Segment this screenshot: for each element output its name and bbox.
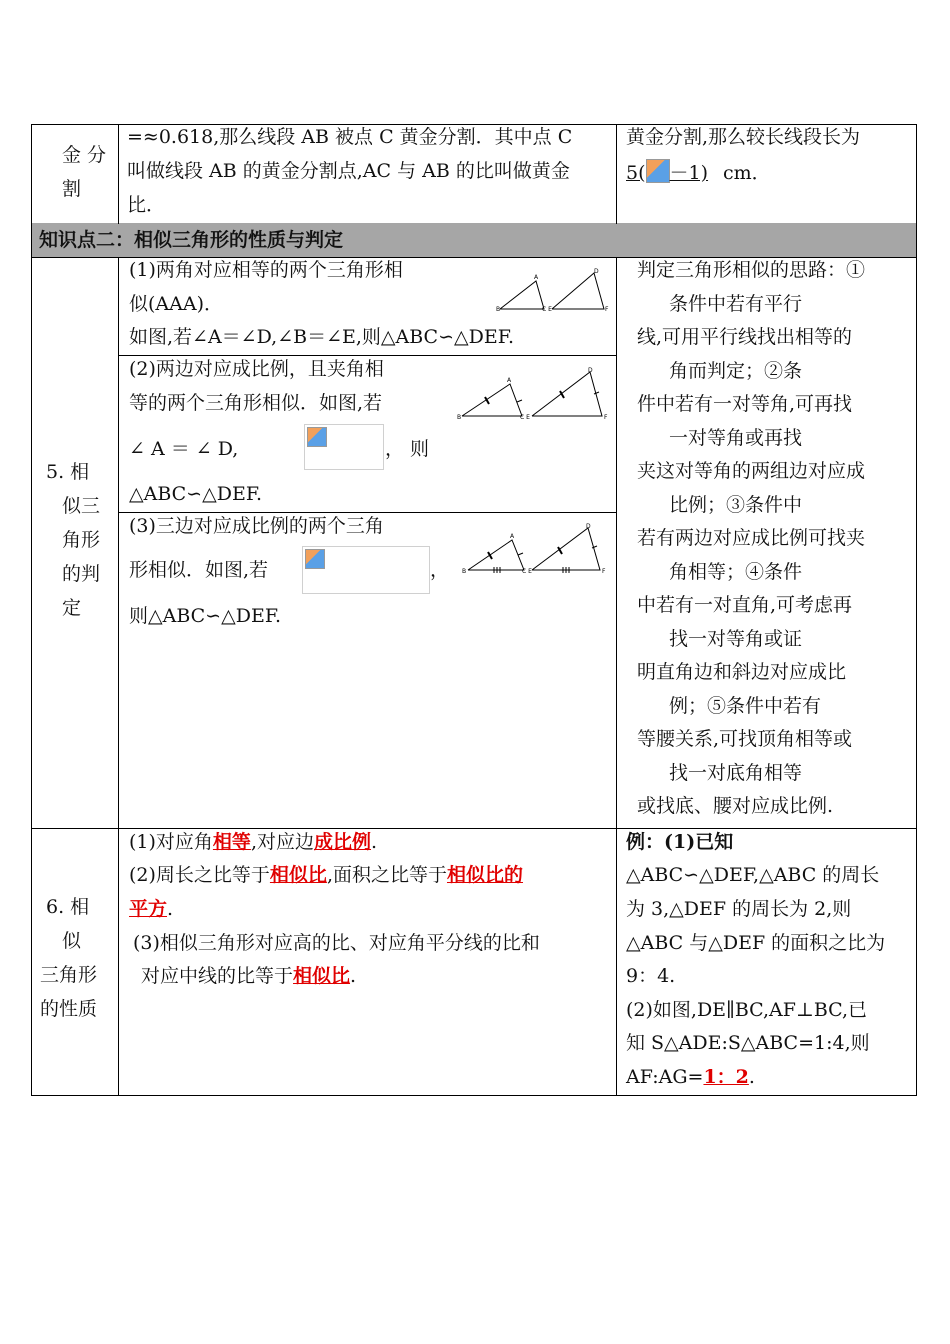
golden-example-line2 [626, 156, 708, 190]
image-placeholder-icon [305, 549, 325, 569]
table-right-border [916, 124, 917, 1096]
sas-line1: (2)两边对应成比例，且夹角相 [129, 358, 384, 380]
col-divider [616, 124, 617, 224]
sas-figure [454, 366, 614, 422]
example-line: (2)如图,DE∥BC,AF⊥BC,已 [626, 999, 868, 1021]
fig-label-ce: C E [542, 306, 552, 313]
section-title: 知识点二：相似三角形的性质与判定 [39, 229, 344, 251]
property-1 [129, 825, 377, 859]
golden-answer-pre: 5( [626, 162, 646, 184]
section-header [31, 223, 916, 257]
sss-line1: (3)三边对应成比例的两个三角 [129, 515, 384, 537]
sas-line3-end: ， 则 [385, 438, 430, 460]
example-line: 知 S△ADE:S△ABC=1:4,则 [626, 1032, 870, 1054]
fig-label-b: B [462, 568, 467, 575]
formula-image-placeholder [302, 546, 430, 594]
aaa-line3: 如图,若∠A＝∠D,∠B＝∠E,则△ABC∽△DEF. [129, 326, 514, 348]
approach-line: 或找底、腰对应成比例. [637, 795, 834, 817]
golden-text-line3: 比． [127, 194, 166, 216]
approach-line: 比例；③条件中 [669, 494, 803, 516]
approach-line: 线,可用平行线找出相等的 [637, 326, 853, 348]
approach-line: 找一对底角相等 [669, 762, 803, 784]
property-3-text: . [350, 965, 357, 987]
sss-figure [460, 522, 612, 578]
row5-label-line1: 5. 相 [46, 461, 90, 483]
fig-label-a: A [507, 377, 512, 384]
fig-label-d: D [586, 523, 591, 530]
image-placeholder-icon [307, 427, 327, 447]
answer-blank: 平方 [129, 898, 168, 920]
col-divider [118, 257, 119, 1096]
approach-line: 件中若有一对等角,可再找 [637, 393, 853, 415]
fig-label-f: F [604, 414, 608, 421]
answer-blank: 相等 [212, 831, 251, 853]
approach-line: 判定三角形相似的思路：① [637, 259, 866, 281]
property-2-text: . [167, 898, 174, 920]
table-left-border [31, 124, 32, 1096]
example-line: 9：4. [626, 965, 676, 987]
example-line: △ABC 与△DEF 的面积之比为 [626, 932, 886, 954]
fig-label-ce: C E [522, 568, 532, 575]
fig-label-a: A [534, 274, 539, 281]
example-line: 为 3,△DEF 的周长为 2,则 [626, 898, 852, 920]
fig-label-a: A [510, 533, 515, 540]
sss-line2-end: ， [430, 559, 450, 581]
answer-blank: 1：2 [703, 1066, 749, 1088]
sss-line3: 则△ABC∽△DEF. [129, 605, 282, 627]
sas-line3: ∠ A ＝ ∠ D, [129, 438, 239, 460]
aaa-line2: 似(AAA)． [129, 293, 223, 315]
col-divider [118, 124, 119, 224]
answer-blank: 成比例 [313, 831, 371, 853]
row6-label-line2: 似 [62, 930, 82, 952]
fig-label-d: D [594, 268, 599, 275]
fig-label-f: F [602, 568, 606, 575]
sas-line2: 等的两个三角形相似．如图,若 [129, 392, 383, 414]
golden-text-line2: 叫做线段 AB 的黄金分割点,AC 与 AB 的比叫做黄金 [127, 160, 570, 182]
golden-label-line2: 割 [62, 178, 82, 200]
property-3-line1: (3)相似三角形对应高的比、对应角平分线的比和 [133, 932, 540, 954]
answer-blank: 相似比 [269, 864, 327, 886]
approach-line: 一对等角或再找 [669, 427, 803, 449]
approach-line: 明直角边和斜边对应成比 [637, 661, 847, 683]
fig-label-b: B [496, 306, 501, 313]
property-1-text: (1)对应角 [129, 831, 213, 853]
row5-label-line3: 角形 [62, 529, 101, 551]
property-2 [129, 858, 523, 892]
golden-answer-post: －1) [669, 162, 709, 184]
property-2-text: (2)周长之比等于 [129, 864, 270, 886]
fig-label-b: B [457, 414, 462, 421]
golden-answer-unit: cm． [723, 162, 771, 184]
approach-line: 找一对等角或证 [669, 628, 803, 650]
fig-label-f: F [605, 306, 609, 313]
approach-line: 中若有一对直角,可考虑再 [637, 594, 853, 616]
aaa-line1: (1)两角对应相等的两个三角形相 [129, 259, 403, 281]
approach-line: 等腰关系,可找顶角相等或 [637, 728, 853, 750]
fig-label-ce: C E [520, 414, 530, 421]
example-text: AF:AG= [626, 1066, 704, 1088]
row6-label-line1: 6. 相 [46, 896, 90, 918]
row5-label-line4: 的判 [62, 563, 101, 585]
property-1-text: . [371, 831, 378, 853]
property-3-text: 对应中线的比等于 [141, 965, 294, 987]
approach-line: 若有两边对应成比例可找夹 [637, 527, 866, 549]
answer-blank: 相似比的 [446, 864, 523, 886]
row5-label-line2: 似三 [62, 495, 101, 517]
aaa-figure [492, 267, 614, 315]
property-3-line2 [141, 959, 356, 993]
example-text: . [748, 1066, 755, 1088]
example-line: △ABC∽△DEF,△ABC 的周长 [626, 864, 880, 886]
approach-line: 例；⑤条件中若有 [669, 695, 822, 717]
row5-label-line5: 定 [62, 597, 82, 619]
example-line: 例：(1)已知 [626, 831, 734, 853]
fig-label-d: D [588, 367, 593, 374]
approach-line: 夹这对等角的两组边对应成 [637, 460, 866, 482]
approach-line: 角而判定；②条 [669, 360, 803, 382]
sss-line2: 形相似．如图,若 [129, 559, 269, 581]
col-divider [616, 257, 617, 1096]
image-placeholder-icon [646, 159, 670, 183]
example-line [626, 1060, 755, 1094]
golden-label-line1: 金 分 [62, 144, 107, 166]
sas-line4: △ABC∽△DEF. [129, 483, 263, 505]
property-1-text: ,对应边 [250, 831, 314, 853]
row6-label-line3: 三角形 [40, 964, 98, 986]
property-2-cont [129, 892, 173, 926]
row6-label-line4: 的性质 [40, 998, 98, 1020]
approach-line: 条件中若有平行 [669, 293, 803, 315]
answer-blank: 相似比 [293, 965, 351, 987]
table-bottom-border [31, 1095, 917, 1096]
property-2-text: ,面积之比等于 [326, 864, 447, 886]
golden-text-line1: =≈0.618,那么线段 AB 被点 C 黄金分割．其中点 C [127, 126, 573, 148]
approach-line: 角相等；④条件 [669, 561, 803, 583]
golden-example-line1: 黄金分割,那么较长线段长为 [626, 126, 861, 148]
formula-image-placeholder [304, 424, 384, 470]
